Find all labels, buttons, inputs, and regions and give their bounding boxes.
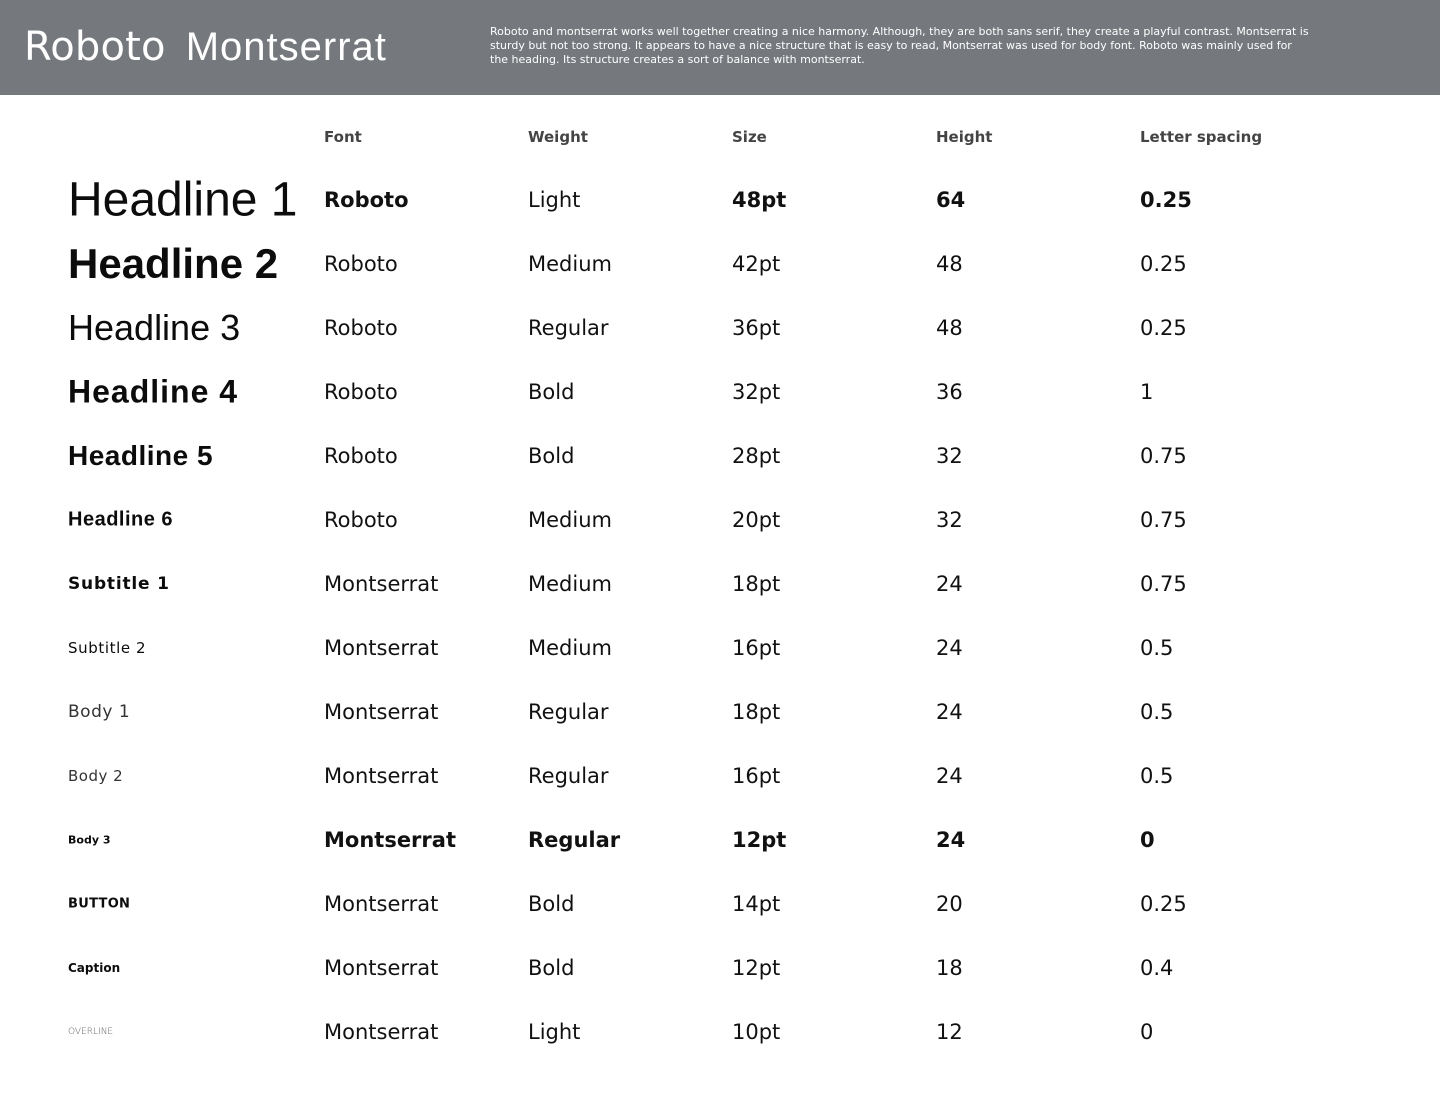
weight-value: Medium bbox=[528, 572, 612, 596]
letter-spacing-value: 0.5 bbox=[1140, 636, 1174, 660]
letter-spacing-value: 0.25 bbox=[1140, 252, 1187, 276]
height-value: 20 bbox=[936, 892, 963, 916]
weight-value: Regular bbox=[528, 316, 609, 340]
style-sample: BUTTON bbox=[68, 896, 131, 912]
font-value: Montserrat bbox=[324, 700, 439, 724]
style-sample: Headline 3 bbox=[68, 307, 241, 348]
column-header-height: Height bbox=[936, 128, 993, 146]
type-row-subtitle-1 bbox=[0, 552, 1440, 616]
letter-spacing-value: 0.4 bbox=[1140, 956, 1174, 980]
type-row-headline-1 bbox=[0, 168, 1440, 232]
style-sample: Body 1 bbox=[68, 702, 131, 722]
font-value: Montserrat bbox=[324, 828, 456, 852]
font-value: Montserrat bbox=[324, 636, 439, 660]
size-value: 20pt bbox=[732, 508, 781, 532]
size-value: 18pt bbox=[732, 700, 781, 724]
style-sample: Headline 5 bbox=[68, 440, 214, 471]
letter-spacing-value: 0.5 bbox=[1140, 764, 1174, 788]
height-value: 32 bbox=[936, 508, 963, 532]
size-value: 36pt bbox=[732, 316, 781, 340]
column-header-font: Font bbox=[324, 128, 362, 146]
column-header-size: Size bbox=[732, 128, 767, 146]
type-row-body-3 bbox=[0, 808, 1440, 872]
size-value: 18pt bbox=[732, 572, 781, 596]
letter-spacing-value: 0.25 bbox=[1140, 316, 1187, 340]
type-row-overline bbox=[0, 1000, 1440, 1064]
height-value: 64 bbox=[936, 188, 966, 212]
letter-spacing-value: 0.25 bbox=[1140, 188, 1192, 212]
font-value: Montserrat bbox=[324, 1020, 439, 1044]
letter-spacing-value: 0.25 bbox=[1140, 892, 1187, 916]
style-sample: Headline 4 bbox=[68, 373, 239, 410]
height-value: 32 bbox=[936, 444, 963, 468]
letter-spacing-value: 0 bbox=[1140, 828, 1155, 852]
page-title bbox=[24, 22, 387, 72]
header-description: Roboto and montserrat works well together creating a nice harmony. Although, they are both sans serif, they create a playful contrast. Montserrat is sturdy but not too strong. It appears to have a nice structure that is easy to read, Montserrat was used for body font. Roboto was mainly used for the heading. Its structure creates a sort of balance with montserrat. bbox=[490, 25, 1309, 66]
type-row-headline-3 bbox=[0, 296, 1440, 360]
weight-value: Bold bbox=[528, 444, 575, 468]
size-value: 28pt bbox=[732, 444, 781, 468]
letter-spacing-value: 1 bbox=[1140, 380, 1154, 404]
type-row-body-1 bbox=[0, 680, 1440, 744]
weight-value: Regular bbox=[528, 828, 621, 852]
type-row-headline-2 bbox=[0, 232, 1440, 296]
size-value: 42pt bbox=[732, 252, 781, 276]
size-value: 12pt bbox=[732, 956, 781, 980]
style-sample: Headline 2 bbox=[68, 240, 279, 287]
type-row-headline-5 bbox=[0, 424, 1440, 488]
font-value: Roboto bbox=[324, 444, 398, 468]
column-header-weight: Weight bbox=[528, 128, 588, 146]
column-header-letter-spacing: Letter spacing bbox=[1140, 128, 1263, 146]
height-value: 48 bbox=[936, 316, 963, 340]
letter-spacing-value: 0.75 bbox=[1140, 444, 1187, 468]
style-sample: Caption bbox=[68, 961, 121, 975]
title-secondary-font: Montserrat bbox=[185, 25, 387, 69]
size-value: 16pt bbox=[732, 764, 781, 788]
size-value: 14pt bbox=[732, 892, 781, 916]
weight-value: Medium bbox=[528, 636, 612, 660]
height-value: 24 bbox=[936, 636, 963, 660]
style-sample: Headline 1 bbox=[68, 173, 298, 227]
title-primary-font: Roboto bbox=[24, 24, 166, 70]
height-value: 24 bbox=[936, 764, 963, 788]
size-value: 16pt bbox=[732, 636, 781, 660]
style-sample: Body 3 bbox=[68, 833, 111, 847]
letter-spacing-value: 0.75 bbox=[1140, 572, 1187, 596]
size-value: 10pt bbox=[732, 1020, 781, 1044]
weight-value: Regular bbox=[528, 700, 609, 724]
font-value: Montserrat bbox=[324, 764, 439, 788]
font-value: Roboto bbox=[324, 508, 398, 532]
height-value: 24 bbox=[936, 700, 963, 724]
font-value: Montserrat bbox=[324, 572, 439, 596]
weight-value: Bold bbox=[528, 956, 575, 980]
weight-value: Medium bbox=[528, 508, 612, 532]
weight-value: Medium bbox=[528, 252, 612, 276]
font-value: Roboto bbox=[324, 380, 398, 404]
weight-value: Light bbox=[528, 1020, 581, 1044]
style-sample: Subtitle 1 bbox=[68, 574, 170, 594]
height-value: 24 bbox=[936, 828, 966, 852]
letter-spacing-value: 0.5 bbox=[1140, 700, 1174, 724]
style-sample: OVERLINE bbox=[68, 1027, 114, 1037]
type-row-caption bbox=[0, 936, 1440, 1000]
style-sample: Body 2 bbox=[68, 767, 124, 785]
letter-spacing-value: 0 bbox=[1140, 1020, 1154, 1044]
font-value: Montserrat bbox=[324, 892, 439, 916]
style-sample: Subtitle 2 bbox=[68, 639, 147, 657]
type-row-button bbox=[0, 872, 1440, 936]
font-value: Roboto bbox=[324, 188, 409, 212]
size-value: 12pt bbox=[732, 828, 787, 852]
type-row-subtitle-2 bbox=[0, 616, 1440, 680]
height-value: 24 bbox=[936, 572, 963, 596]
size-value: 32pt bbox=[732, 380, 781, 404]
height-value: 12 bbox=[936, 1020, 963, 1044]
weight-value: Bold bbox=[528, 380, 575, 404]
font-value: Montserrat bbox=[324, 956, 439, 980]
weight-value: Bold bbox=[528, 892, 575, 916]
type-row-body-2 bbox=[0, 744, 1440, 808]
type-row-headline-4 bbox=[0, 360, 1440, 424]
height-value: 18 bbox=[936, 956, 963, 980]
font-value: Roboto bbox=[324, 252, 398, 276]
size-value: 48pt bbox=[732, 188, 787, 212]
weight-value: Regular bbox=[528, 764, 609, 788]
page-header bbox=[0, 0, 1440, 95]
font-value: Roboto bbox=[324, 316, 398, 340]
type-row-headline-6 bbox=[0, 488, 1440, 552]
height-value: 48 bbox=[936, 252, 963, 276]
weight-value: Light bbox=[528, 188, 581, 212]
height-value: 36 bbox=[936, 380, 963, 404]
style-sample: Headline 6 bbox=[68, 508, 174, 531]
letter-spacing-value: 0.75 bbox=[1140, 508, 1187, 532]
